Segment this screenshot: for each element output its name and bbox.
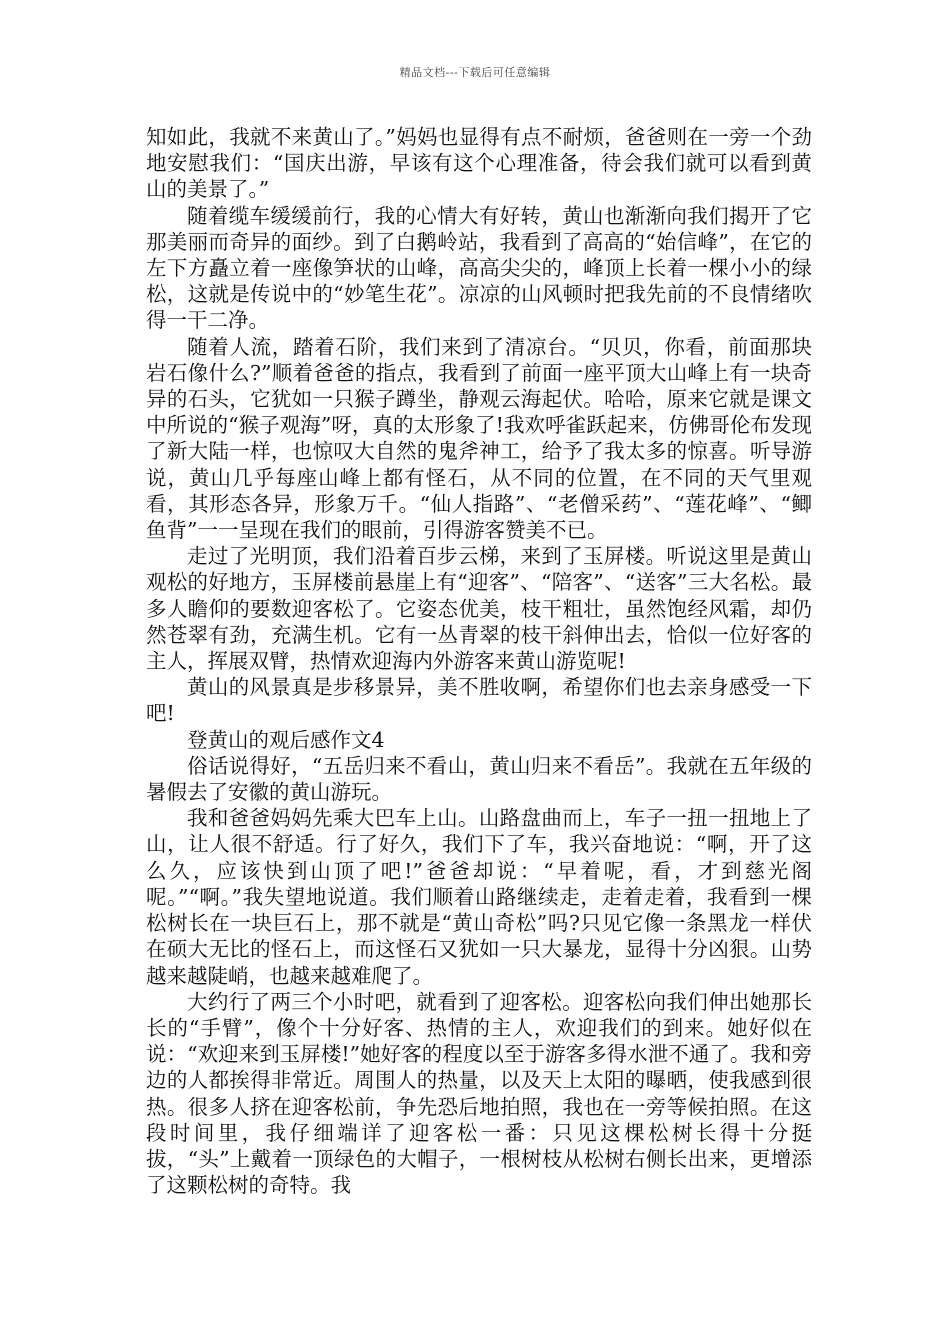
paragraph: 俗话说得好，“五岳归来不看山，黄山归来不看岳”。我就在五年级的暑假去了安徽的黄山游玩。 (146, 753, 812, 805)
document-body (146, 124, 812, 1198)
paragraph: 我和爸爸妈妈先乘大巴车上山。山路盘曲而上，车子一扭一扭地上了山，让人很不舒适。行了好久，我们下了车，我兴奋地说：“啊，开了这么久，应该快到山顶了吧!”爸爸却说：“早着呢，看，才到慈光阁呢。”“啊。”我失望地说道。我们顺着山路继续走，走着走着，我看到一棵松树长在一块巨石上，那不就是“黄山奇松”吗?只见它像一条黑龙一样伏在硕大无比的怪石上，而这怪石又犹如一只大暴龙，显得十分凶狠。山势越来越陡峭，也越来越难爬了。 (146, 806, 812, 988)
paragraph: 大约行了两三个小时吧，就看到了迎客松。迎客松向我们伸出她那长长的“手臂”，像个十分好客、热情的主人，欢迎我们的到来。她好似在说：“欢迎来到玉屏楼!”她好客的程度以至于游客多得水泄不通了。我和旁边的人都挨得非常近。周围人的热量，以及天上太阳的曝晒，使我感到很热。很多人挤在迎客松前，争先恐后地拍照，我也在一旁等候拍照。在这段时间里，我仔细端详了迎客松一番：只见这棵松树长得十分挺拔，“头”上戴着一顶绿色的大帽子，一根树枝从松树右侧长出来，更增添了这颗松树的奇特。我 (146, 989, 812, 1198)
paragraph: 随着缆车缓缓前行，我的心情大有好转，黄山也渐渐向我们揭开了它那美丽而奇异的面纱。到了白鹅岭站，我看到了高高的“始信峰”，在它的左下方矗立着一座像笋状的山峰，高高尖尖的，峰顶上长着一棵小小的绿松，这就是传说中的“妙笔生花”。凉凉的山风顿时把我先前的不良情绪吹得一干二净。 (146, 203, 812, 333)
paragraph: 黄山的风景真是步移景异，美不胜收啊，希望你们也去亲身感受一下吧! (146, 675, 812, 726)
section-title: 登黄山的观后感作文4 (187, 727, 385, 752)
paragraph: 走过了光明顶，我们沿着百步云梯，来到了玉屏楼。听说这里是黄山观松的好地方，玉屏楼前悬崖上有“迎客”、“陪客”、“送客”三大名松。最多人瞻仰的要数迎客松了。它姿态优美，枝干粗壮，虽然饱经风霜，却仍然苍翠有劲，充满生机。它有一丛青翠的枝干斜伸出去，恰似一位好客的主人，挥展双臂，热情欢迎海内外游客来黄山游览呢! (146, 544, 812, 674)
paragraph-continued: 知如此，我就不来黄山了。”妈妈也显得有点不耐烦，爸爸则在一旁一个劲地安慰我们：“国庆出游，早该有这个心理准备，待会我们就可以看到黄山的美景了。” (146, 125, 812, 202)
paragraph: 随着人流，踏着石阶，我们来到了清凉台。“贝贝，你看，前面那块岩石像什么?”顺着爸爸的指点，我看到了前面一座平顶大山峰上有一块奇异的石头，它犹如一只猴子蹲坐，静观云海起伏。哈哈，原来它就是课文中所说的“猴子观海”呀，真的太形象了!我欢呼雀跃起来，仿佛哥伦布发现了新大陆一样，也惊叹大自然的鬼斧神工，给予了我太多的惊喜。听导游说，黄山几乎每座山峰上都有怪石，从不同的位置，在不同的天气里观看，其形态各异，形象万千。“仙人指路”、“老僧采药”、“莲花峰”、“鲫鱼背”一一呈现在我们的眼前，引得游客赞美不已。 (146, 334, 812, 543)
page-header: 精品文档---下载后可任意编辑 (399, 66, 551, 79)
